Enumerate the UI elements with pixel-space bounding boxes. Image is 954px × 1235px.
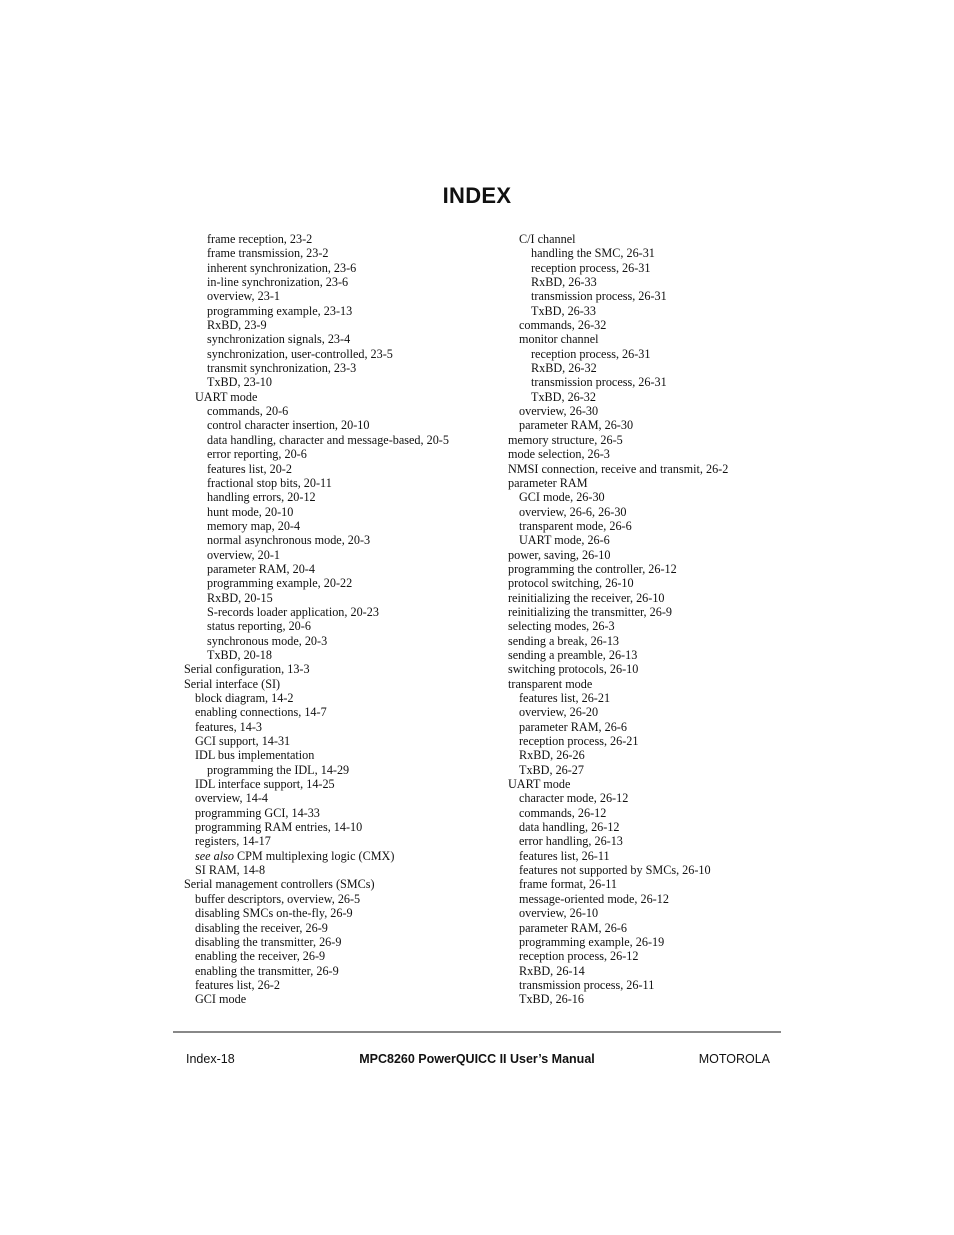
index-entry: [184, 347, 484, 361]
index-entry-text: transmission process, 26-11: [519, 977, 655, 992]
index-entry-text: synchronization signals, 23-4: [207, 332, 351, 347]
index-entry: [508, 519, 788, 533]
index-entry: [508, 648, 788, 662]
index-entry-text: transmission process, 26-31: [531, 289, 667, 304]
index-entry: [184, 748, 484, 762]
index-entry: [184, 863, 484, 877]
index-entry-text: overview, 26-10: [519, 906, 599, 921]
index-entry-text: transmission process, 26-31: [531, 375, 667, 390]
index-entry: [508, 576, 788, 590]
index-entry-text: TxBD, 26-32: [531, 389, 596, 404]
footer-divider: [173, 1031, 781, 1033]
index-entry: [184, 691, 484, 705]
index-entry: [184, 361, 484, 375]
index-entry-text: TxBD, 26-27: [519, 762, 584, 777]
index-entry-text: features list, 20-2: [207, 461, 292, 476]
index-column-right: [508, 232, 788, 1007]
index-entry-text: handling errors, 20-12: [207, 490, 316, 505]
index-entry: [184, 261, 484, 275]
index-entry-text: overview, 23-1: [207, 289, 280, 304]
index-entry: [508, 705, 788, 719]
index-entry-text: UART mode: [195, 389, 258, 404]
index-entry-text: selecting modes, 26-3: [508, 619, 615, 634]
index-entry: [508, 548, 788, 562]
index-entry-text: transmit synchronization, 23-3: [207, 361, 357, 376]
index-entry: [508, 834, 788, 848]
index-entry: [184, 648, 484, 662]
index-entry: [508, 720, 788, 734]
index-entry: [508, 791, 788, 805]
index-entry: [184, 562, 484, 576]
index-entry: [508, 863, 788, 877]
index-entry-text: data handling, 26-12: [519, 820, 620, 835]
index-entry: [508, 992, 788, 1006]
index-entry: [184, 533, 484, 547]
index-entry: [184, 390, 484, 404]
index-entry-text: features not supported by SMCs, 26-10: [519, 863, 711, 878]
index-entry-text: RxBD, 26-14: [519, 963, 585, 978]
index-entry: [184, 519, 484, 533]
index-entry-text: message-oriented mode, 26-12: [519, 891, 669, 906]
index-entry-text: TxBD, 26-16: [519, 992, 584, 1007]
index-entry-text: IDL bus implementation: [195, 748, 315, 763]
index-entry-text: character mode, 26-12: [519, 791, 629, 806]
index-entry-text: fractional stop bits, 20-11: [207, 475, 332, 490]
index-entry: [184, 462, 484, 476]
index-entry-text: UART mode, 26-6: [519, 533, 610, 548]
index-entry: [184, 232, 484, 246]
index-entry: [508, 935, 788, 949]
index-entry-text: programming the IDL, 14-29: [207, 762, 350, 777]
index-entry: [508, 662, 788, 676]
index-entry: [508, 246, 788, 260]
index-entry: [508, 490, 788, 504]
index-entry: [184, 834, 484, 848]
index-entry-text: status reporting, 20-6: [207, 619, 311, 634]
index-entry: [184, 906, 484, 920]
index-entry: [508, 261, 788, 275]
index-entry-text: normal asynchronous mode, 20-3: [207, 533, 371, 548]
index-entry: [508, 806, 788, 820]
index-entry: [184, 892, 484, 906]
index-entry-text: memory map, 20-4: [207, 518, 301, 533]
index-entry: [184, 275, 484, 289]
index-entry-text: UART mode: [508, 777, 571, 792]
index-entry: [508, 375, 788, 389]
index-entry-text: Serial configuration, 13-3: [184, 662, 310, 677]
index-entry: [184, 304, 484, 318]
index-entry: [184, 476, 484, 490]
index-entry-text: Serial interface (SI): [184, 676, 281, 691]
index-entry: [184, 777, 484, 791]
index-entry-text: features list, 26-21: [519, 691, 611, 705]
index-entry: [184, 404, 484, 418]
index-entry-text: reception process, 26-12: [519, 949, 639, 964]
index-entry-text: features list, 26-11: [519, 848, 610, 863]
index-entry-text: parameter RAM: [508, 475, 588, 490]
index-entry: [184, 548, 484, 562]
index-entry: [508, 289, 788, 303]
footer-manual-title: MPC8260 PowerQUICC II User’s Manual: [359, 1052, 595, 1066]
index-entry-text: C/I channel: [519, 232, 576, 246]
index-entry: [184, 677, 484, 691]
index-entry: [508, 619, 788, 633]
index-entry-text: GCI support, 14-31: [195, 734, 291, 749]
index-entry: [508, 232, 788, 246]
index-entry-text: control character insertion, 20-10: [207, 418, 370, 433]
index-entry: [508, 634, 788, 648]
index-entry: [508, 404, 788, 418]
index-entry-text: hunt mode, 20-10: [207, 504, 294, 519]
index-entry: [508, 447, 788, 461]
index-entry: [184, 935, 484, 949]
index-entry: [184, 505, 484, 519]
index-entry-text: memory structure, 26-5: [508, 432, 623, 447]
index-entry: [184, 734, 484, 748]
index-entry: [184, 992, 484, 1006]
index-entry-text: disabling the transmitter, 26-9: [195, 934, 342, 949]
index-entry-text: monitor channel: [519, 332, 599, 347]
index-entry-text: protocol switching, 26-10: [508, 576, 634, 591]
index-entry-text: features list, 26-2: [195, 977, 280, 992]
index-entry-text: programming the controller, 26-12: [508, 561, 677, 576]
index-entry: [184, 921, 484, 935]
index-entry: [508, 734, 788, 748]
index-entry-text: reception process, 26-31: [531, 346, 651, 361]
index-entry-text: synchronous mode, 20-3: [207, 633, 328, 648]
index-entry: [508, 332, 788, 346]
index-entry-text: RxBD, 23-9: [207, 318, 267, 333]
index-entry-text: reinitializing the receiver, 26-10: [508, 590, 665, 605]
index-entry-text: programming example, 20-22: [207, 576, 353, 591]
index-entry-text: registers, 14-17: [195, 834, 271, 849]
index-column-left: [184, 232, 484, 1007]
index-entry: [508, 591, 788, 605]
index-entry-text: RxBD, 26-33: [531, 275, 597, 290]
index-entry: [508, 964, 788, 978]
index-entry: [508, 462, 788, 476]
index-entry-text: TxBD, 26-33: [531, 303, 596, 318]
index-entry: [508, 275, 788, 289]
index-entry: [184, 634, 484, 648]
index-entry: [508, 978, 788, 992]
index-entry-text: S-records loader application, 20-23: [207, 604, 379, 619]
index-entry-text: mode selection, 26-3: [508, 447, 610, 462]
index-entry: [184, 619, 484, 633]
index-entry: [508, 691, 788, 705]
index-entry-text: GCI mode, 26-30: [519, 490, 605, 505]
index-entry-text: error reporting, 20-6: [207, 447, 307, 462]
index-entry: [184, 978, 484, 992]
index-entry-text: frame format, 26-11: [519, 877, 618, 892]
index-entry: [184, 433, 484, 447]
index-entry: [184, 591, 484, 605]
index-entry-text: Serial management controllers (SMCs): [184, 877, 375, 892]
index-entry-text: TxBD, 23-10: [207, 375, 272, 390]
index-entry: [508, 361, 788, 375]
index-entry-text: sending a preamble, 26-13: [508, 647, 638, 662]
page-title: INDEX: [442, 183, 512, 208]
index-entry: [508, 476, 788, 490]
index-entry: [508, 921, 788, 935]
index-entry: [184, 490, 484, 504]
index-entry-text: reinitializing the transmitter, 26-9: [508, 604, 672, 619]
index-entry-text: commands, 20-6: [207, 404, 289, 419]
index-entry-text: NMSI connection, receive and transmit, 26-2: [508, 461, 729, 476]
index-entry: [184, 576, 484, 590]
footer-publisher: MOTOROLA: [698, 1052, 770, 1066]
index-entry-text: overview, 14-4: [195, 791, 268, 806]
index-entry-text: RxBD, 20-15: [207, 590, 273, 605]
index-entry: [184, 763, 484, 777]
index-entry-text: CPM multiplexing logic (CMX): [233, 848, 395, 863]
index-entry: [184, 705, 484, 719]
index-entry: [184, 662, 484, 676]
index-entry-text: programming example, 23-13: [207, 303, 353, 318]
index-entry: [508, 605, 788, 619]
index-entry-text: switching protocols, 26-10: [508, 662, 639, 677]
index-entry: [184, 332, 484, 346]
index-entry-text: data handling, character and message-based, 20-5: [207, 432, 449, 447]
index-entry-text: frame transmission, 23-2: [207, 246, 329, 261]
index-entry: [184, 720, 484, 734]
index-entry-text: programming RAM entries, 14-10: [195, 820, 363, 835]
index-entry: [184, 418, 484, 432]
index-entry-text: RxBD, 26-26: [519, 748, 585, 763]
index-entry: [508, 318, 788, 332]
index-entry-text: power, saving, 26-10: [508, 547, 611, 562]
index-entry: [508, 777, 788, 791]
index-entry-text: IDL interface support, 14-25: [195, 777, 335, 792]
index-entry-text: enabling connections, 14-7: [195, 705, 327, 720]
index-entry: [508, 892, 788, 906]
index-entry: [508, 763, 788, 777]
index-entry: [184, 949, 484, 963]
index-entry: [508, 418, 788, 432]
index-entry-text: overview, 26-20: [519, 705, 599, 720]
index-entry-text: overview, 26-6, 26-30: [519, 504, 627, 519]
index-entry-text: buffer descriptors, overview, 26-5: [195, 891, 361, 906]
index-entry-text: TxBD, 20-18: [207, 647, 272, 662]
index-entry-text: overview, 26-30: [519, 404, 599, 419]
index-entry-text: reception process, 26-21: [519, 734, 639, 749]
index-entry: [508, 820, 788, 834]
index-entry: [184, 849, 484, 863]
index-entry-text: features, 14-3: [195, 719, 263, 734]
index-entry: [508, 304, 788, 318]
index-entry: [184, 964, 484, 978]
index-entry: [508, 677, 788, 691]
index-entry: [508, 562, 788, 576]
index-entry-text: parameter RAM, 26-6: [519, 719, 627, 734]
index-entry-text: in-line synchronization, 23-6: [207, 275, 349, 290]
index-entry-text: frame reception, 23-2: [207, 232, 313, 246]
index-entry: [184, 605, 484, 619]
see-also-label: see also: [195, 848, 234, 863]
index-entry: [184, 375, 484, 389]
index-entry-text: GCI mode: [195, 992, 247, 1007]
index-entry-text: SI RAM, 14-8: [195, 863, 266, 878]
index-entry: [184, 447, 484, 461]
index-entry-text: parameter RAM, 20-4: [207, 561, 315, 576]
index-entry-text: programming GCI, 14-33: [195, 805, 320, 820]
index-entry: [184, 246, 484, 260]
index-entry: [508, 390, 788, 404]
index-entry-text: commands, 26-12: [519, 805, 607, 820]
index-entry: [508, 433, 788, 447]
index-entry: [508, 533, 788, 547]
index-entry-text: transparent mode, 26-6: [519, 518, 632, 533]
index-entry-text: handling the SMC, 26-31: [531, 246, 655, 261]
index-entry-text: overview, 20-1: [207, 547, 280, 562]
index-entry-text: commands, 26-32: [519, 318, 607, 333]
index-entry-text: enabling the transmitter, 26-9: [195, 963, 339, 978]
index-entry-text: RxBD, 26-32: [531, 361, 597, 376]
index-entry: [508, 505, 788, 519]
index-entry-text: transparent mode: [508, 676, 593, 691]
index-entry-text: synchronization, user-controlled, 23-5: [207, 346, 393, 361]
index-entry: [184, 877, 484, 891]
footer-page-number: Index-18: [186, 1052, 235, 1066]
index-entry: [508, 347, 788, 361]
index-entry: [184, 289, 484, 303]
index-entry: [508, 748, 788, 762]
index-entry-text: disabling the receiver, 26-9: [195, 920, 328, 935]
index-entry-text: inherent synchronization, 23-6: [207, 260, 357, 275]
index-entry-text: block diagram, 14-2: [195, 691, 294, 705]
index-entry-text: reception process, 26-31: [531, 260, 651, 275]
index-entry: [508, 877, 788, 891]
index-entry-text: error handling, 26-13: [519, 834, 623, 849]
index-entry: [508, 849, 788, 863]
index-entry-text: parameter RAM, 26-30: [519, 418, 634, 433]
index-entry-text: sending a break, 26-13: [508, 633, 620, 648]
index-entry: [184, 820, 484, 834]
index-entry: [184, 806, 484, 820]
index-entry-text: disabling SMCs on-the-fly, 26-9: [195, 906, 353, 921]
index-entry-text: enabling the receiver, 26-9: [195, 949, 326, 964]
index-entry: [508, 949, 788, 963]
index-entry: [184, 791, 484, 805]
index-entry-text: programming example, 26-19: [519, 934, 665, 949]
index-entry: [184, 318, 484, 332]
index-entry-text: parameter RAM, 26-6: [519, 920, 627, 935]
index-entry: [508, 906, 788, 920]
